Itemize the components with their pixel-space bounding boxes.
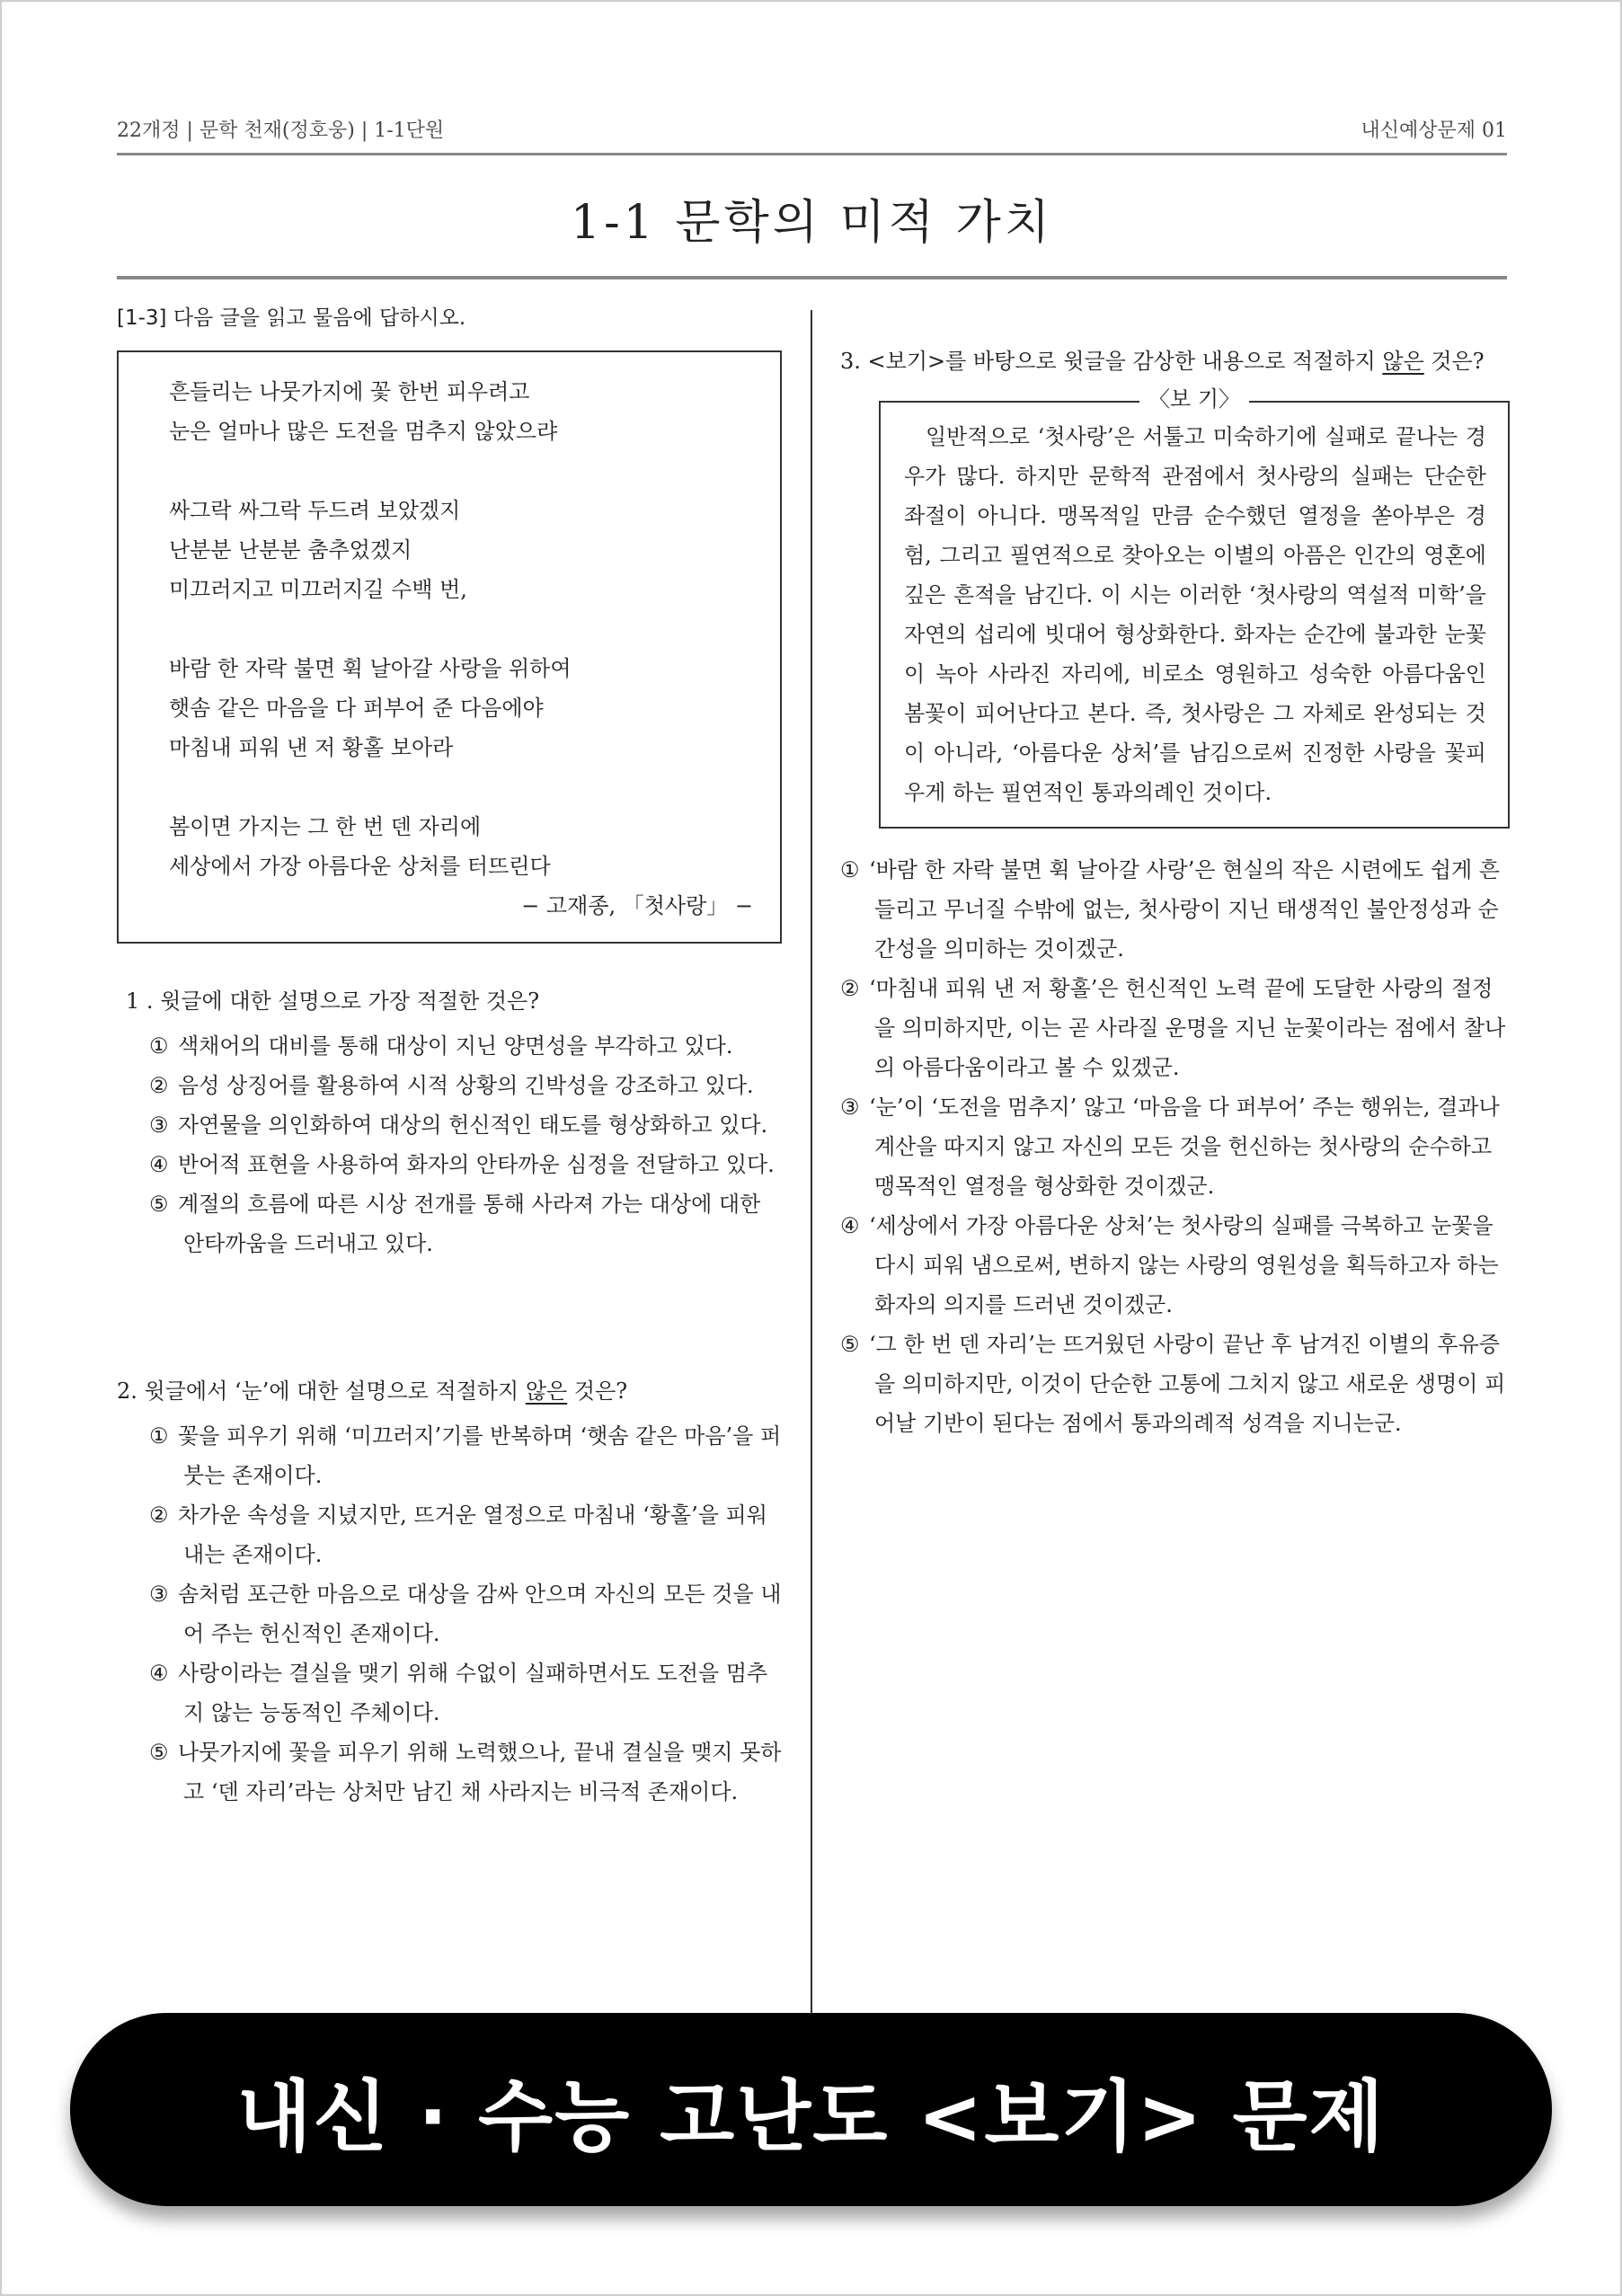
choice-text: 색채어의 대비를 통해 대상이 지닌 양면성을 부각하고 있다. (178, 1033, 733, 1059)
choice-number: ① (840, 857, 860, 882)
q2-choice-5[interactable] (117, 1733, 782, 1812)
poem-line: 눈은 얼마나 많은 도전을 멈추지 않았으랴 (169, 419, 558, 444)
question-2-stem (117, 1371, 782, 1411)
header-course-info: 22개정 | 문학 천재(정호웅) | 1-1단원 (117, 120, 445, 142)
q1-choice-2[interactable] (117, 1066, 782, 1105)
page-title: 1-1 문학의 미적 가치 (571, 196, 1053, 250)
stem-text: 것은? (1423, 349, 1485, 374)
choice-text: 계절의 흐름에 따른 시상 전개를 통해 사라져 가는 대상에 대한 안타까움을 드러내고 있다. (178, 1192, 761, 1256)
column-divider (811, 310, 812, 2017)
poem-stanza (169, 491, 758, 609)
choice-text: ‘마침내 피워 낸 저 황홀’은 헌신적인 노력 끝에 도달한 사랑의 절정을 의미하지만, 이는 곧 사라질 운명을 지닌 눈꽃이라는 점에서 찰나의 아름다움이라고 볼 수 있겠군. (869, 976, 1506, 1080)
poem-stanza (169, 649, 758, 767)
q3-choice-2[interactable] (840, 969, 1510, 1087)
header-rule (117, 153, 1507, 155)
question-3-choices (840, 850, 1510, 1443)
poem-stanza (169, 807, 758, 886)
poem-line: 햇솜 같은 마음을 다 퍼부어 준 다음에야 (169, 696, 544, 721)
bogi-section (879, 386, 1510, 829)
choice-text: ‘세상에서 가장 아름다운 상처’는 첫사랑의 실패를 극복하고 눈꽃을 다시 피워 냄으로써, 변하지 않는 사랑의 영원성을 획득하고자 하는 화자의 의지를 드러낸 것이겠군. (869, 1213, 1499, 1317)
choice-text: 차가운 속성을 지녔지만, 뜨거운 열정으로 마침내 ‘황홀’을 피워 내는 존재이다. (178, 1503, 767, 1567)
choice-number: ③ (840, 1095, 860, 1120)
stem-text: 3. <보기>를 바탕으로 윗글을 감상한 내용으로 적절하지 (840, 349, 1383, 374)
choice-text: 사랑이라는 결실을 맺기 위해 수없이 실패하면서도 도전을 멈추지 않는 능동적인 주체이다. (178, 1661, 768, 1725)
poem-source: − 고재종, 「첫사랑」 − (521, 893, 753, 918)
stem-emphasis: 않은 (1382, 349, 1424, 374)
choice-number: ⑤ (149, 1192, 169, 1217)
promo-banner-text: 내신 · 수능 고난도 <보기> 문제 (236, 2071, 1386, 2162)
choice-number: ② (149, 1503, 169, 1528)
choice-number: ③ (149, 1113, 169, 1138)
choice-number: ② (840, 976, 860, 1001)
q2-choice-1[interactable] (117, 1416, 782, 1495)
choice-text: ‘눈’이 ‘도전을 멈추지’ 않고 ‘마음을 다 퍼부어’ 주는 행위는, 결과나 계산을 따지지 않고 자신의 모든 것을 헌신하는 첫사랑의 순수하고 맹목적인 열정을 형상화한 것이겠군. (869, 1095, 1500, 1199)
title-rule (117, 276, 1507, 279)
promo-banner (70, 2013, 1552, 2206)
choice-text: ‘바람 한 자락 불면 휙 날아갈 사랑’은 현실의 작은 시련에도 쉽게 흔들리고 무너질 수밖에 없는, 첫사랑이 지닌 태생적인 불안정성과 순간성을 의미하는 것이겠군. (869, 857, 1500, 962)
question-3 (840, 341, 1510, 1443)
bogi-text: 일반적으로 ‘첫사랑’은 서툴고 미숙하기에 실패로 끝나는 경우가 많다. 하지만 문학적 관점에서 첫사랑의 실패는 단순한 좌절이 아니다. 맹목적일 만큼 순수했던 열정을 쏟아부은 경험, 그리고 필연적으로 찾아오는 이별의 아픔은 인간의 영혼에 깊은 흔적을 남긴다. 이 시는 이러한 ‘첫사랑의 역설적 미학’을 자연의 섭리에 빗대어 형상화한다. 화자는 순간에 불과한 눈꽃이 녹아 사라진 자리에, 비로소 영원하고 성숙한 아름다움인 봄꽃이 피어난다고 본다. 즉, 첫사랑은 그 자체로 완성되는 것이 아니라, ‘아름다운 상처’를 남김으로써 진정한 사랑을 꽃피우게 하는 필연적인 통과의례인 것이다. (904, 424, 1486, 805)
poem-box (117, 350, 782, 944)
choice-number: ① (149, 1033, 169, 1059)
poem-line: 봄이면 가지는 그 한 번 덴 자리에 (169, 814, 482, 839)
q3-choice-3[interactable] (840, 1087, 1510, 1206)
choice-text: 음성 상징어를 활용하여 시적 상황의 긴박성을 강조하고 있다. (178, 1073, 754, 1098)
choice-number: ④ (149, 1661, 169, 1686)
poem-line: 난분분 난분분 춤추었겠지 (169, 537, 412, 563)
choice-number: ② (149, 1073, 169, 1098)
q1-choice-4[interactable] (117, 1145, 782, 1184)
choice-number: ⑤ (840, 1332, 860, 1357)
stem-emphasis: 않은 (525, 1378, 568, 1404)
question-2-choices (117, 1416, 782, 1812)
q1-choice-3[interactable] (117, 1105, 782, 1145)
q3-choice-4[interactable] (840, 1206, 1510, 1325)
poem-line: 흔들리는 나뭇가지에 꽃 한번 피우려고 (169, 379, 530, 404)
choice-number: ④ (149, 1152, 169, 1177)
poem-line: 싸그락 싸그락 두드려 보았겠지 (169, 498, 461, 523)
question-1 (117, 981, 782, 1263)
choice-number: ③ (149, 1582, 169, 1607)
q2-choice-4[interactable] (117, 1653, 782, 1733)
q2-choice-2[interactable] (117, 1495, 782, 1574)
poem-line: 마침내 피워 낸 저 황홀 보아라 (169, 735, 454, 760)
right-column (840, 341, 1510, 1443)
bogi-label: 〈보 기〉 (1139, 385, 1249, 413)
q1-choice-5[interactable] (117, 1184, 782, 1263)
choice-number: ⑤ (149, 1740, 169, 1765)
bogi-box (879, 401, 1510, 829)
choice-text: ‘그 한 번 덴 자리’는 뜨거웠던 사랑이 끝난 후 남겨진 이별의 후유증을 의미하지만, 이것이 단순한 고통에 그치지 않고 새로운 생명이 피어날 기반이 된다는 점에서 통과의례적 성격을 지니는군. (869, 1332, 1506, 1436)
choice-text: 자연물을 의인화하여 대상의 헌신적인 태도를 형상화하고 있다. (178, 1113, 768, 1138)
question-1-choices (117, 1026, 782, 1263)
instruction: [1-3] 다음 글을 읽고 물음에 답하시오. (117, 306, 466, 330)
left-column (117, 301, 782, 1812)
choice-text: 나뭇가지에 꽃을 피우기 위해 노력했으나, 끝내 결실을 맺지 못하고 ‘덴 자리’라는 상처만 남긴 채 사라지는 비극적 존재이다. (178, 1740, 782, 1804)
poem-line: 세상에서 가장 아름다운 상처를 터뜨린다 (169, 854, 551, 879)
q3-choice-1[interactable] (840, 850, 1510, 969)
choice-text: 솜처럼 포근한 마음으로 대상을 감싸 안으며 자신의 모든 것을 내어 주는 헌신적인 존재이다. (178, 1582, 782, 1646)
question-1-stem: 1 . 윗글에 대한 설명으로 가장 적절한 것은? (126, 988, 540, 1014)
poem-stanza (169, 372, 758, 451)
header-set-label: 내신예상문제 01 (1361, 120, 1507, 142)
choice-number: ④ (840, 1213, 860, 1238)
stem-text: 것은? (567, 1378, 628, 1404)
choice-number: ① (149, 1423, 169, 1449)
choice-text: 꽃을 피우기 위해 ‘미끄러지’기를 반복하며 ‘햇솜 같은 마음’을 퍼붓는 존재이다. (178, 1423, 782, 1488)
stem-text: 2. 윗글에서 ‘눈’에 대한 설명으로 적절하지 (117, 1378, 526, 1404)
q1-choice-1[interactable] (117, 1026, 782, 1066)
poem-line: 미끄러지고 미끄러지길 수백 번, (169, 577, 467, 602)
poem-line: 바람 한 자락 불면 휙 날아갈 사랑을 위하여 (169, 656, 572, 681)
q2-choice-3[interactable] (117, 1574, 782, 1653)
question-3-stem (840, 341, 1510, 381)
q3-choice-5[interactable] (840, 1325, 1510, 1443)
page-header (117, 115, 1507, 142)
question-2 (117, 1371, 782, 1812)
choice-text: 반어적 표현을 사용하여 화자의 안타까운 심정을 전달하고 있다. (178, 1152, 775, 1177)
